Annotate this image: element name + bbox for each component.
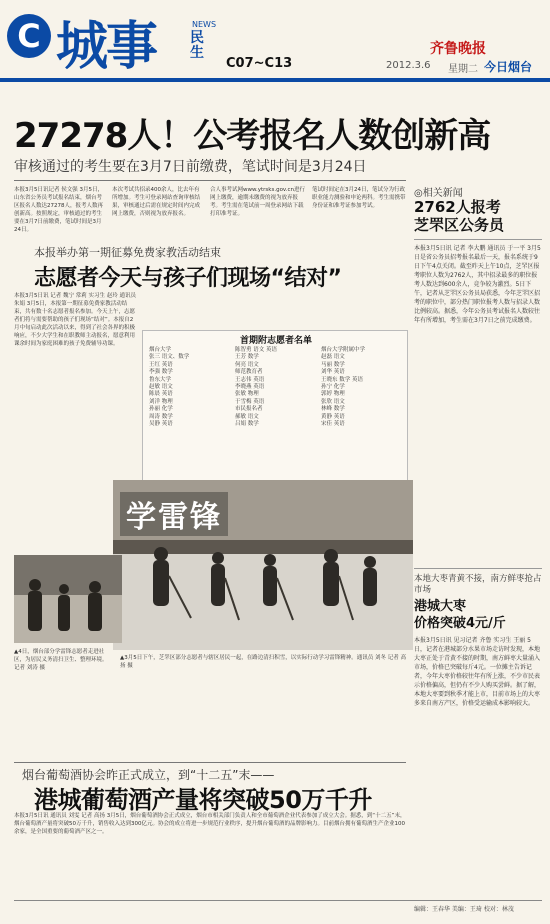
- list-item: 郭婷 物理: [321, 391, 345, 398]
- list-item: 赵磊 语文: [321, 354, 345, 361]
- sidebar-headline: [414, 198, 504, 234]
- wine-kicker: 烟台葡萄酒协会昨正式成立，到“十二五”末——: [22, 768, 275, 782]
- newspaper-name: 齐鲁晚报: [430, 41, 486, 57]
- list-item: 于雪梅 英语: [235, 398, 265, 405]
- divider: [14, 762, 406, 763]
- list-item: 孙丽 化学: [149, 406, 173, 413]
- list-item: 吴静 英语: [149, 421, 173, 428]
- editor-credits: 编辑：王春华 美编：王琦 校对：林茂: [414, 906, 514, 913]
- list-item: 孙宁 化学: [321, 384, 345, 391]
- list-item: 郝敏 语文: [235, 413, 259, 420]
- price-body: 本报3月5日讯 见习记者 齐鲁 实习生 王丽 5日，记者在港城部分水果市场走访时发现，本地大枣正处于青黄不接的时期，南方鲜枣大量涌入市场，价格已突破每斤4元。一位摊主告诉记者，今年大枣价格较往年有所上涨，不少市民表示价格偏高，但仍有不少人购买尝鲜。据了解，本地大枣要到秋季才能上市，目前市场上的大枣多来自南方产区，价格受运输成本影响较大。: [414, 637, 541, 707]
- list-item: 鲁东大学: [149, 376, 172, 383]
- masthead-divider: [0, 78, 550, 82]
- price-headline-line2: 价格突破4元/斤: [414, 616, 506, 631]
- masthead: [0, 0, 550, 84]
- wine-body: 本报3月5日讯 通讯员 刘雯 记者 高扬 3月5日，烟台葡萄酒协会正式成立，烟台市相关部门负责人和全市葡萄酒企业代表参加了成立大会。据悉，到“十二五”末，烟台葡萄酒产量将突破50万千升，销售收入达到300亿元。协会的成立将进一步规范行业秩序，提升烟台葡萄酒的品牌影响力。目前烟台拥有葡萄酒生产企业100余家，是全国重要的葡萄酒产区之一。: [14, 813, 406, 835]
- volunteer-list-title: 首期附志愿者名单: [239, 336, 312, 346]
- footer-divider: [14, 900, 542, 901]
- volunteer-headline: 志愿者今天与孩子们现场“结对”: [34, 266, 342, 291]
- list-item: 王晓东 数学 英语: [321, 376, 363, 383]
- list-item: 烟台大学: [149, 347, 172, 353]
- list-item: 张三 语文、数学: [149, 354, 190, 361]
- list-item: 马丽 数学: [321, 361, 345, 368]
- list-item: 刘洋 物理: [149, 398, 173, 405]
- list-item: 张欣 语文: [321, 398, 345, 405]
- sidebar-body: 本报3月5日讯 记者 李大鹏 通讯员 于一平 3月5日是省公务员招考报名最后一天，报名系统于9日下午4点关闭。截至昨天上午10点，芝罘区报考职位人数为2762人，其中招录最多的职位报考人数达到600余人，竞争较为激烈。5日下午，记者从芝罘区公务员局获悉，今年芝罘区招考的职位中，部分热门职位报考人数与招录人数比例较高。据悉，今年公务员考试报名人数较往年有所增加，考生需在3月7日之前完成缴费。: [414, 245, 541, 324]
- edition-name: 今日烟台: [484, 60, 533, 74]
- section-subtitle: 民生: [190, 30, 204, 61]
- section-news-label: NEWS: [192, 20, 217, 29]
- learn-lei-feng-label: 学雷锋: [120, 492, 228, 536]
- divider: [14, 180, 406, 181]
- list-item: 宋佳 英语: [321, 421, 345, 428]
- list-item: 市民报名者: [235, 406, 263, 413]
- list-item: 周涛 数学: [149, 413, 173, 420]
- section-logo-icon: C: [7, 14, 51, 58]
- divider: [414, 568, 542, 569]
- photo-caption-bottom: ▲3月5日下午，芝罘区部分志愿者与辖区居民一起，在路边清扫积雪，以实际行动学习雷锋精神。通讯员 刘冬 记者 高扬 摄: [120, 655, 406, 669]
- list-item: 吕娟 数学: [235, 421, 259, 428]
- price-kicker: 本地大枣青黄不接，南方鲜枣抢占市场: [414, 574, 542, 595]
- volunteer-kicker: 本报举办第一期征募免费家教活动结束: [34, 246, 221, 259]
- list-item: 李强 数学: [149, 369, 173, 376]
- volunteer-list-box: [142, 330, 408, 494]
- sidebar-headline-line2: 芝罘区公务员: [414, 216, 505, 234]
- volunteer-list-col-2: [235, 347, 319, 428]
- list-item: 陈晨 英语: [149, 391, 173, 398]
- wine-headline: 港城葡萄酒产量将突破50万千升: [34, 786, 372, 814]
- lead-body-col-1: 本报3月5日讯记者 侯文强 3月5日，山东省公务员考试报名结束，烟台考区报名人数达27278人，报考人数再创新高。按照规定，审核通过的考生要在3月7日前缴费，笔试时间是3月24日。: [14, 187, 103, 233]
- list-item: 刘华 英语: [321, 369, 345, 376]
- issue-date: 2012.3.6: [386, 60, 431, 71]
- sidebar-headline-line1: 2762人报考: [414, 198, 501, 216]
- volunteer-body: 本报3月5日讯 记者 魏宁 常莉 实习生 赵玲 通讯员 朱娟 3月5日，本报第一期征募免费家教活动结束，共有数十名志愿者报名参加。今天上午，志愿者们将与需要帮助的孩子们现场“结对”。本报自2月中旬启动此次活动以来，得到了社会各界的积极响应，不少大学生和在职教师主动报名，愿意利用课余时间为家庭困难的孩子免费辅导功课。: [14, 293, 136, 347]
- price-headline: [414, 598, 506, 632]
- list-item: 赵敏 语文: [149, 384, 173, 391]
- list-item: 黄静 英语: [321, 413, 345, 420]
- volunteer-list-col-1: [149, 347, 233, 428]
- list-item: 陈智勇 语文 英语: [235, 347, 277, 353]
- list-item: 王芳 数学: [235, 354, 259, 361]
- related-news-label: ◎相关新闻: [414, 188, 463, 199]
- list-item: 李晓燕 英语: [235, 384, 265, 391]
- list-item: 烟台大学附属中学: [321, 347, 366, 353]
- volunteer-list-col-3: [321, 347, 405, 428]
- community-volunteer-photo: [14, 555, 122, 643]
- lead-headline: 27278人！公考报名人数创新高: [14, 116, 491, 156]
- page-range: C07~C13: [226, 56, 293, 71]
- photo-caption-left: ▲4日，烟台部分学雷锋志愿者走进社区，为居民义务清扫卫生、整理环境。记者 刘涛 摄: [14, 649, 108, 671]
- section-title: 城事: [56, 16, 157, 77]
- price-headline-line1: 港城大枣: [414, 599, 467, 614]
- list-item: 张敏 物理: [235, 391, 259, 398]
- list-item: 林峰 数学: [321, 406, 345, 413]
- issue-weekday: 星期二: [448, 64, 478, 75]
- lead-body-col-4: 笔试时间定在3月24日，笔试分为行政职业能力测验和申论两科。考生需携带身份证和准考证参加考试。: [312, 187, 406, 209]
- lead-body-col-3: 合人事考试网www.ytrsks.gov.cn进行网上缴费，逾期未缴费的视为放弃报考。考生需在笔试前一周登录网站下载打印准考证。: [210, 187, 306, 217]
- list-item: 王志伟 英语: [235, 376, 265, 383]
- lead-subheadline: 审核通过的考生要在3月7日前缴费，笔试时间是3月24日: [14, 159, 367, 175]
- list-item: 何亮 语文: [235, 361, 259, 368]
- divider: [414, 239, 542, 240]
- photo-illustration: [14, 555, 122, 643]
- list-item: 王红 英语: [149, 361, 173, 368]
- list-item: 师范教育者: [235, 369, 263, 376]
- lead-body-col-2: 本次考试共招录400余人，比去年有所增加。考生可登录网站查询审核结果，审核通过后需在规定时间内完成网上缴费，否则视为放弃报名。: [112, 187, 201, 217]
